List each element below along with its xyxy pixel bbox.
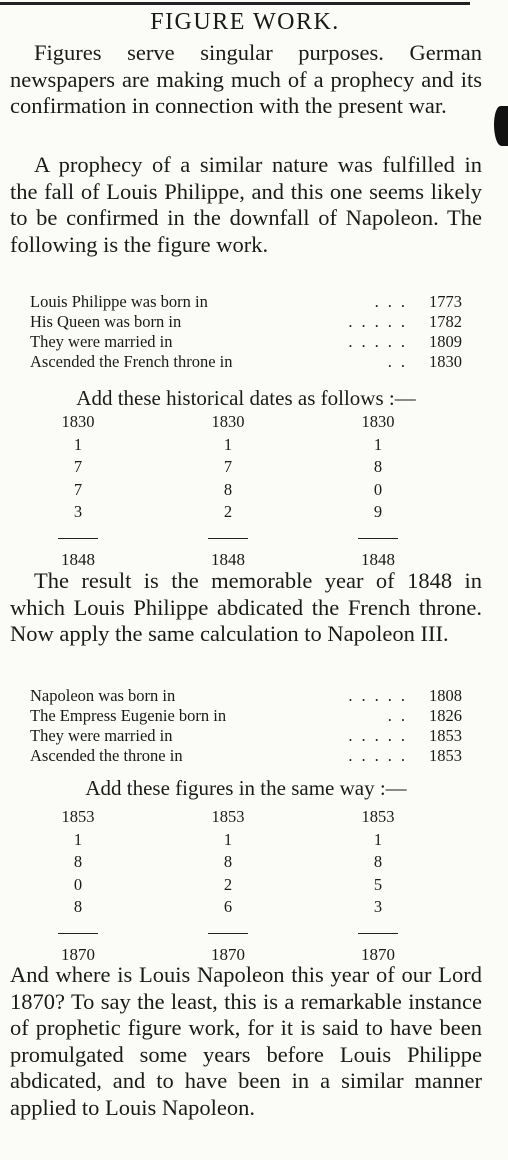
sum-digit: 8 — [373, 852, 383, 871]
paragraph-prophecy: A prophecy of a similar nature was fulfilled in the fall of Louis Philippe, and this one seems likely to be confirmed in the downfall of Napoleon. The following is the figure work. — [10, 152, 482, 257]
sum-digit: 7 — [223, 457, 233, 476]
date-label: Louis Philippe was born in — [30, 292, 208, 311]
list-item — [30, 332, 462, 352]
sum-digit: 1830 — [361, 412, 395, 431]
sum-total: 1848 — [361, 550, 395, 569]
date-label: His Queen was born in — [30, 312, 182, 331]
date-year: 1830 — [429, 352, 462, 371]
sum-digit: 3 — [73, 502, 83, 521]
date-label: The Empress Eugenie born in — [30, 706, 227, 725]
sum-digit: 6 — [223, 897, 233, 916]
sum-digit: 7 — [73, 457, 83, 476]
sum-column — [348, 806, 408, 966]
sum-rule — [58, 933, 98, 935]
date-year: 1809 — [429, 332, 462, 351]
sum-digit: 8 — [73, 897, 83, 916]
list-item — [30, 352, 462, 372]
sum-digit: 8 — [223, 852, 233, 871]
sum-digit: 1853 — [61, 807, 95, 826]
list-item — [30, 312, 462, 332]
top-rule — [0, 2, 470, 5]
leader-dots: .. — [387, 706, 414, 725]
paragraph-intro: Figures serve singular purposes. German newspapers are making much of a prophecy and its confirmation in connection with the present war. — [10, 40, 482, 118]
sum-rule — [358, 538, 398, 540]
sum-digit: 1853 — [211, 807, 245, 826]
date-year: 1808 — [429, 686, 462, 705]
date-year: 1773 — [429, 292, 462, 311]
dates-list-napoleon — [30, 686, 462, 766]
date-year: 1826 — [429, 706, 462, 725]
sum-digit: 1 — [73, 434, 83, 454]
sum-digit: 1853 — [361, 807, 395, 826]
dates-list-louis-philippe — [30, 292, 462, 372]
sum-digit: 1 — [73, 829, 83, 849]
leader-dots: ..... — [348, 686, 414, 705]
date-year: 1853 — [429, 746, 462, 765]
ink-blot — [494, 106, 508, 146]
sum-column — [48, 806, 108, 966]
sum-digit: 1 — [373, 829, 383, 849]
leader-dots: ..... — [348, 312, 414, 331]
sum-total: 1870 — [61, 945, 95, 964]
date-label: Napoleon was born in — [30, 686, 176, 705]
date-label: Ascended the French throne in — [30, 352, 233, 371]
sum-column — [198, 806, 258, 966]
paragraph-conclusion: And where is Louis Napoleon this year of our Lord 1870? To say the least, this is a remarkable instance of prophetic figure work, for it is said to have been promulgated some years before Louis Philippe abdicated, and to have been in a similar manner applied to Louis Napoleon. — [10, 962, 482, 1120]
sum-digit: 2 — [223, 874, 233, 894]
add-instruction-1: Add these historical dates as follows :— — [76, 386, 416, 410]
sum-digit: 1 — [373, 434, 383, 454]
sum-digit: 1 — [223, 434, 233, 454]
sum-digit: 1830 — [61, 412, 95, 431]
list-item — [30, 706, 462, 726]
sum-total: 1848 — [211, 550, 245, 569]
sum-rule — [358, 933, 398, 935]
paragraph-result: The result is the memorable year of 1848 in which Louis Philippe abdicated the French throne. Now apply the same calculation to Napoleon III. — [10, 568, 482, 646]
date-label: Ascended the throne in — [30, 746, 183, 765]
sum-digit: 2 — [223, 502, 233, 521]
sum-rule — [58, 538, 98, 540]
sum-digit: 7 — [73, 479, 83, 499]
list-item — [30, 746, 462, 766]
sum-digit: 1830 — [211, 412, 245, 431]
sum-total: 1870 — [211, 945, 245, 964]
sum-column — [48, 411, 108, 571]
sum-digit: 3 — [373, 897, 383, 916]
sum-digit: 0 — [373, 479, 383, 499]
sum-column — [198, 411, 258, 571]
sum-total: 1848 — [61, 550, 95, 569]
article-title: FIGURE WORK. — [150, 9, 340, 35]
add-instruction-2: Add these figures in the same way :— — [85, 776, 407, 800]
list-item — [30, 726, 462, 746]
sum-rule — [208, 538, 248, 540]
leader-dots: ... — [374, 292, 414, 311]
date-label: They were married in — [30, 332, 173, 351]
leader-dots: ..... — [348, 746, 414, 765]
sum-rule — [208, 933, 248, 935]
sum-total: 1870 — [361, 945, 395, 964]
leader-dots: ..... — [348, 726, 414, 745]
list-item — [30, 292, 462, 312]
sum-column — [348, 411, 408, 571]
sum-digit: 0 — [73, 874, 83, 894]
sum-digit: 8 — [373, 457, 383, 476]
sum-digit: 8 — [73, 852, 83, 871]
sum-digit: 8 — [223, 479, 233, 499]
date-label: They were married in — [30, 726, 173, 745]
list-item — [30, 686, 462, 706]
sum-digit: 9 — [373, 502, 383, 521]
sum-digit: 5 — [373, 874, 383, 894]
date-year: 1853 — [429, 726, 462, 745]
leader-dots: ..... — [348, 332, 414, 351]
sum-digit: 1 — [223, 829, 233, 849]
date-year: 1782 — [429, 312, 462, 331]
leader-dots: .. — [387, 352, 414, 371]
